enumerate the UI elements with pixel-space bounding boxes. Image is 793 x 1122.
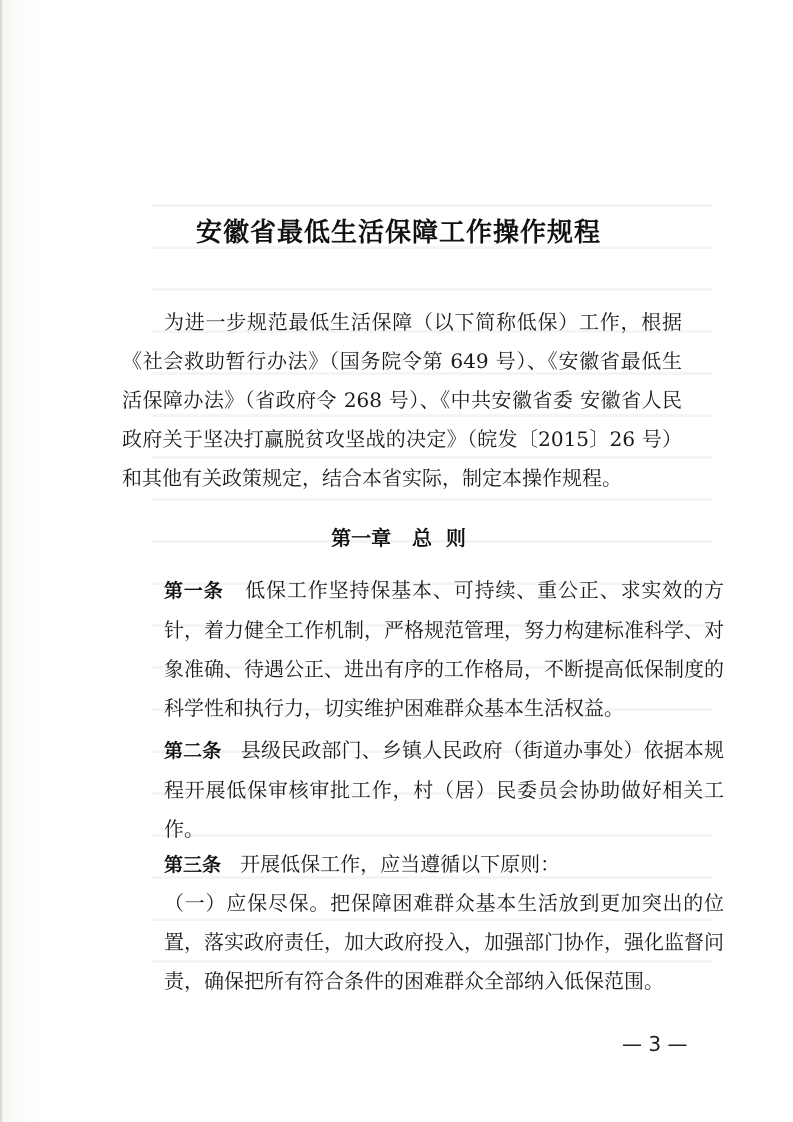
- article-3-label: 第三条: [164, 854, 222, 876]
- page-number: — 3 —: [622, 1032, 688, 1056]
- article-3-text: 开展低保工作，应当遵循以下原则：: [240, 852, 561, 876]
- article-1-text: 低保工作坚持保基本、可持续、重公正、求实效的方针，着力健全工作机制，严格规范管理，努力构建标准科学、对象准确、待遇公正、进出有序的工作格局，不断提高低保制度的科学性和执行力，切实维护困难群众基本生活权益。: [164, 578, 724, 720]
- article-2: [122, 731, 724, 849]
- chapter-heading: [2, 522, 793, 551]
- article-1-label: 第一条: [164, 580, 224, 602]
- intro-paragraph: 为进一步规范最低生活保障（以下简称低保）工作，根据《社会救助暂行办法》（国务院令第 649 号）、《安徽省最低生活保障办法》（省政府令 268 号）、《中共安徽省委 安徽省人民政府关于坚决打赢脱贫攻坚战的决定》（皖发〔2015〕26 号）和其他有关政策规定，结合本省实际，制定本操作规程。: [122, 310, 682, 490]
- article-2-label: 第二条: [164, 740, 222, 762]
- chapter-number: 第一章: [331, 526, 392, 550]
- document-title: 安徽省最低生活保障工作操作规程: [195, 218, 601, 248]
- principle-item-1: （一）应保尽保。把保障困难群众基本生活放到更加突出的位置，落实政府责任，加大政府投入，加强部门协作，强化监督问责，确保把所有符合条件的困难群众全部纳入低保范围。: [164, 891, 724, 993]
- article-2-text: 县级民政部门、乡镇人民政府（街道办事处）依据本规程开展低保审核审批工作，村（居）民委员会协助做好相关工作。: [164, 738, 724, 841]
- chapter-name: 总 则: [411, 526, 466, 550]
- article-1: [122, 571, 724, 728]
- article-3: [122, 845, 724, 885]
